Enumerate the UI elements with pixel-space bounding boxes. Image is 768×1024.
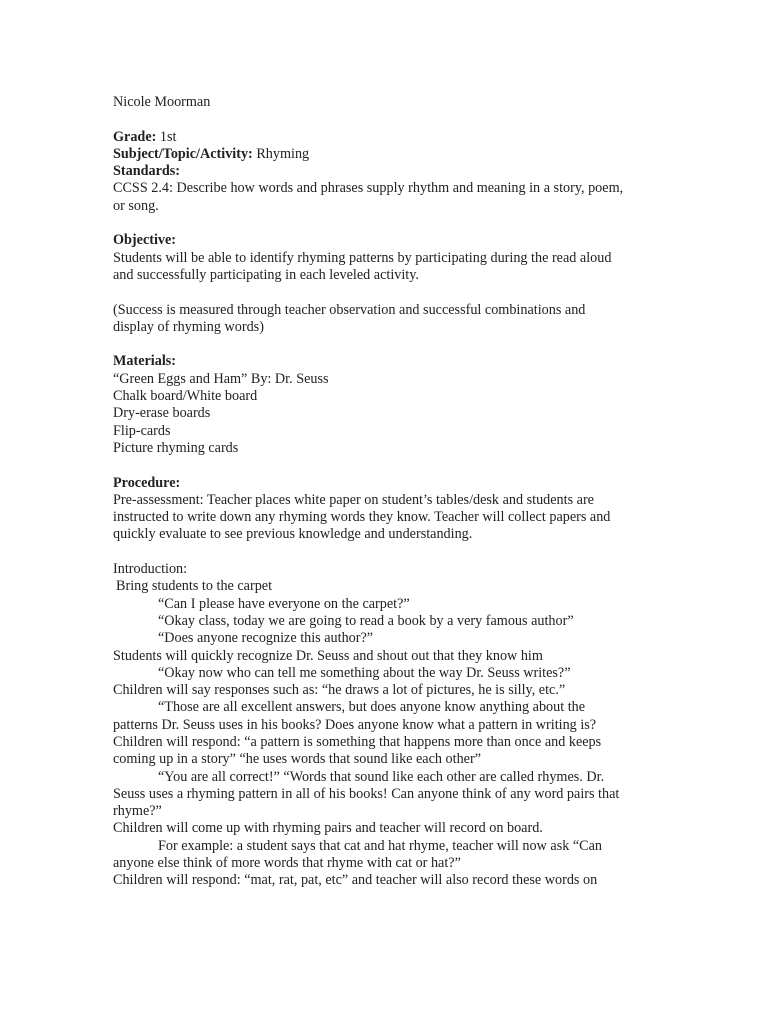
introduction-line: Children will respond: “a pattern is something that happens more than once and keeps bbox=[113, 733, 602, 750]
success-measure-text: (Success is measured through teacher observation and successful combinations and bbox=[113, 301, 586, 318]
procedure-heading: Procedure: bbox=[113, 474, 181, 491]
introduction-line: patterns Dr. Seuss uses in his books? Does anyone know what a pattern in writing is? bbox=[113, 716, 597, 733]
objective-text: Students will be able to identify rhyming patterns by participating during the read aloud bbox=[113, 249, 612, 266]
objective-heading: Objective: bbox=[113, 232, 177, 249]
materials-item: Chalk board/White board bbox=[113, 388, 258, 405]
materials-item: Picture rhyming cards bbox=[113, 439, 239, 456]
subject-label: Subject/Topic/Activity: bbox=[113, 145, 253, 162]
materials-item: Flip-cards bbox=[113, 422, 171, 439]
success-measure-text: display of rhyming words) bbox=[113, 318, 264, 335]
introduction-heading: Introduction: bbox=[113, 561, 188, 578]
introduction-line: For example: a student says that cat and hat rhyme, teacher will now ask “Can bbox=[158, 837, 603, 854]
introduction-line: “Does anyone recognize this author?” bbox=[158, 630, 374, 647]
introduction-line: “You are all correct!” “Words that sound like each other are called rhymes. Dr. bbox=[158, 768, 605, 785]
introduction-line: Children will say responses such as: “he draws a lot of pictures, he is silly, etc.” bbox=[113, 682, 566, 699]
standards-text: or song. bbox=[113, 197, 159, 214]
subject-line bbox=[113, 146, 633, 163]
lesson-plan bbox=[113, 94, 633, 890]
introduction-line: anyone else think of more words that rhyme with cat or hat?” bbox=[113, 855, 461, 872]
grade-value: 1st bbox=[156, 128, 177, 145]
materials-item: Dry-erase boards bbox=[113, 405, 211, 422]
introduction-line: Children will come up with rhyming pairs and teacher will record on board. bbox=[113, 820, 543, 837]
introduction-line: coming up in a story” “he uses words that sound like each other” bbox=[113, 751, 481, 768]
grade-line bbox=[113, 129, 633, 146]
introduction-line: Bring students to the carpet bbox=[116, 578, 273, 595]
materials-item: “Green Eggs and Ham” By: Dr. Seuss bbox=[113, 370, 329, 387]
subject-value: Rhyming bbox=[252, 145, 310, 162]
preassessment-text: Pre-assessment: Teacher places white paper on student’s tables/desk and students are bbox=[113, 491, 594, 508]
introduction-line: “Okay class, today we are going to read a book by a very famous author” bbox=[158, 612, 574, 629]
standards-heading: Standards: bbox=[113, 163, 181, 180]
introduction-line: Students will quickly recognize Dr. Seuss and shout out that they know him bbox=[113, 647, 543, 664]
preassessment-text: instructed to write down any rhyming words they know. Teacher will collect papers and bbox=[113, 509, 611, 526]
introduction-script bbox=[113, 578, 633, 889]
grade-label: Grade: bbox=[113, 128, 157, 145]
introduction-line: “Those are all excellent answers, but does anyone know anything about the bbox=[158, 699, 586, 716]
author-name: Nicole Moorman bbox=[113, 94, 211, 110]
materials-heading: Materials: bbox=[113, 353, 177, 370]
introduction-line: Seuss uses a rhyming pattern in all of his books! Can anyone think of any word pairs that bbox=[113, 785, 620, 802]
introduction-line: Children will respond: “mat, rat, pat, etc” and teacher will also record these words on bbox=[113, 872, 598, 889]
standards-text: CCSS 2.4: Describe how words and phrases supply rhythm and meaning in a story, poem, bbox=[113, 180, 624, 197]
introduction-line: “Can I please have everyone on the carpet?” bbox=[158, 595, 410, 612]
preassessment-text: quickly evaluate to see previous knowledge and understanding. bbox=[113, 526, 473, 543]
introduction-line: “Okay now who can tell me something about the way Dr. Seuss writes?” bbox=[158, 664, 571, 681]
introduction-line: rhyme?” bbox=[113, 803, 162, 820]
objective-text: and successfully participating in each leveled activity. bbox=[113, 266, 419, 283]
